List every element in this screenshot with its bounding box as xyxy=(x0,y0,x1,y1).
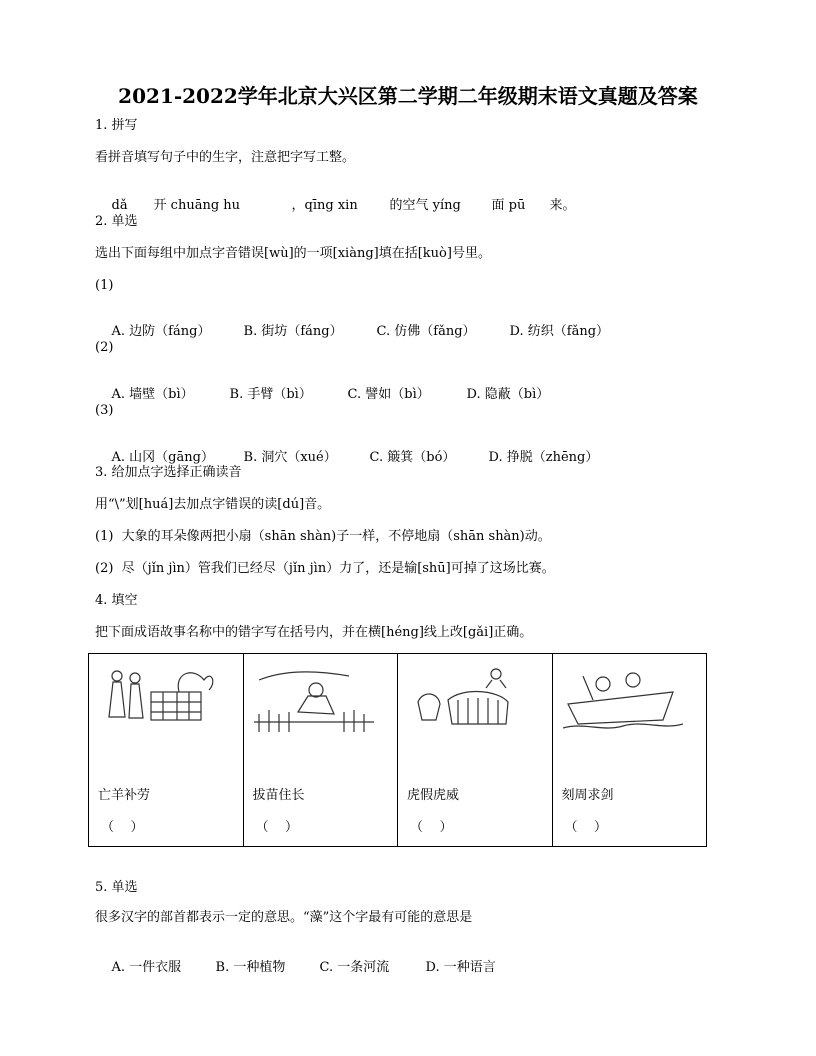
idiom-table xyxy=(88,653,707,847)
group-label: (1) xyxy=(95,278,114,293)
answer-blank[interactable]: （ ） xyxy=(255,820,299,835)
pinyin-segment: 的空气 yíng xyxy=(389,198,461,213)
pinyin-segment: dǎ xyxy=(111,198,128,213)
q2-instruction: 选出下面每组中加点字音错误[wù]的一项[xiàng]填在括[kuò]号里。 xyxy=(95,246,491,261)
idiom-text: 拔苗住长 xyxy=(252,788,305,803)
option: C. 仿佛（fǎng） xyxy=(376,324,476,339)
page-title: 2021-2022学年北京大兴区第二学期二年级期末语文真题及答案 xyxy=(118,84,698,108)
q1-instruction: 看拼音填写句子中的生字，注意把字写工整。 xyxy=(95,150,356,165)
q4-instruction: 把下面成语故事名称中的错字写在括号内，并在横[héng]线上改[gǎi]正确。 xyxy=(95,625,533,640)
option: B. 街坊（fáng） xyxy=(243,324,343,339)
idiom-cell xyxy=(398,654,553,847)
pinyin-segment: 开 chuāng hu xyxy=(153,198,241,213)
q5-heading: 5. 单选 xyxy=(95,880,138,895)
q3-instruction: 用“\”划[huá]去加点字错误的读[dú]音。 xyxy=(95,497,331,512)
option: A. 边防（fáng） xyxy=(111,324,211,339)
option: D. 挣脱（zhēng） xyxy=(488,450,599,465)
option-row xyxy=(95,308,609,356)
option-row xyxy=(95,371,549,419)
illustration-boat-sword xyxy=(563,662,683,734)
idiom-cell xyxy=(552,654,707,847)
idiom-text: 虎假虎威 xyxy=(407,788,460,803)
pinyin-segment: 面 pū xyxy=(491,198,526,213)
option: A. 墙壁（bì） xyxy=(111,387,194,402)
option: D. 一种语言 xyxy=(425,960,496,975)
q2-heading: 2. 单选 xyxy=(95,214,138,229)
idiom-text: 刻周求剑 xyxy=(561,788,614,803)
q1-heading: 1. 拼写 xyxy=(95,118,138,133)
pinyin-segment: ，qīng xin xyxy=(291,198,358,213)
option: B. 手臂（bì） xyxy=(229,387,312,402)
q3-item: (2) 尽（jǐn jìn）管我们已经尽（jǐn jìn）力了，还是输[shū]可掉了这场比赛。 xyxy=(95,561,555,576)
option: D. 纺织（fǎng） xyxy=(509,324,610,339)
answer-blank[interactable]: （ ） xyxy=(410,820,453,835)
option: C. 譬如（bì） xyxy=(347,387,430,402)
option: C. 簸箕（bó） xyxy=(369,450,456,465)
group-label: (2) xyxy=(95,340,114,355)
group-label: (3) xyxy=(95,403,114,418)
option: B. 洞穴（xué） xyxy=(243,450,337,465)
option-row xyxy=(95,944,496,992)
option: D. 隐蔽（bì） xyxy=(466,387,550,402)
q4-heading: 4. 填空 xyxy=(95,593,138,608)
option: B. 一种植物 xyxy=(215,960,286,975)
option: A. 山冈（gāng） xyxy=(111,450,214,465)
answer-blank[interactable]: （ ） xyxy=(101,820,144,835)
illustration-pulling-seedlings xyxy=(254,662,374,734)
option: C. 一条河流 xyxy=(319,960,390,975)
q1-sentence xyxy=(95,182,576,230)
idiom-text: 亡羊补劳 xyxy=(98,788,151,803)
option: A. 一件衣服 xyxy=(111,960,182,975)
pinyin-segment: 来。 xyxy=(549,198,576,213)
idiom-cell xyxy=(243,654,398,847)
q3-heading: 3. 给加点字选择正确读音 xyxy=(95,465,242,480)
idiom-cell xyxy=(89,654,244,847)
q5-instruction: 很多汉字的部首都表示一定的意思。“藻”这个字最有可能的意思是 xyxy=(95,910,473,925)
q3-item: (1) 大象的耳朵像两把小扇（shān shàn)子一样，不停地扇（shān shàn)动。 xyxy=(95,529,551,544)
illustration-fox-and-tiger xyxy=(408,662,528,734)
illustration-mending-pen xyxy=(99,662,219,734)
answer-blank[interactable]: （ ） xyxy=(564,820,608,835)
